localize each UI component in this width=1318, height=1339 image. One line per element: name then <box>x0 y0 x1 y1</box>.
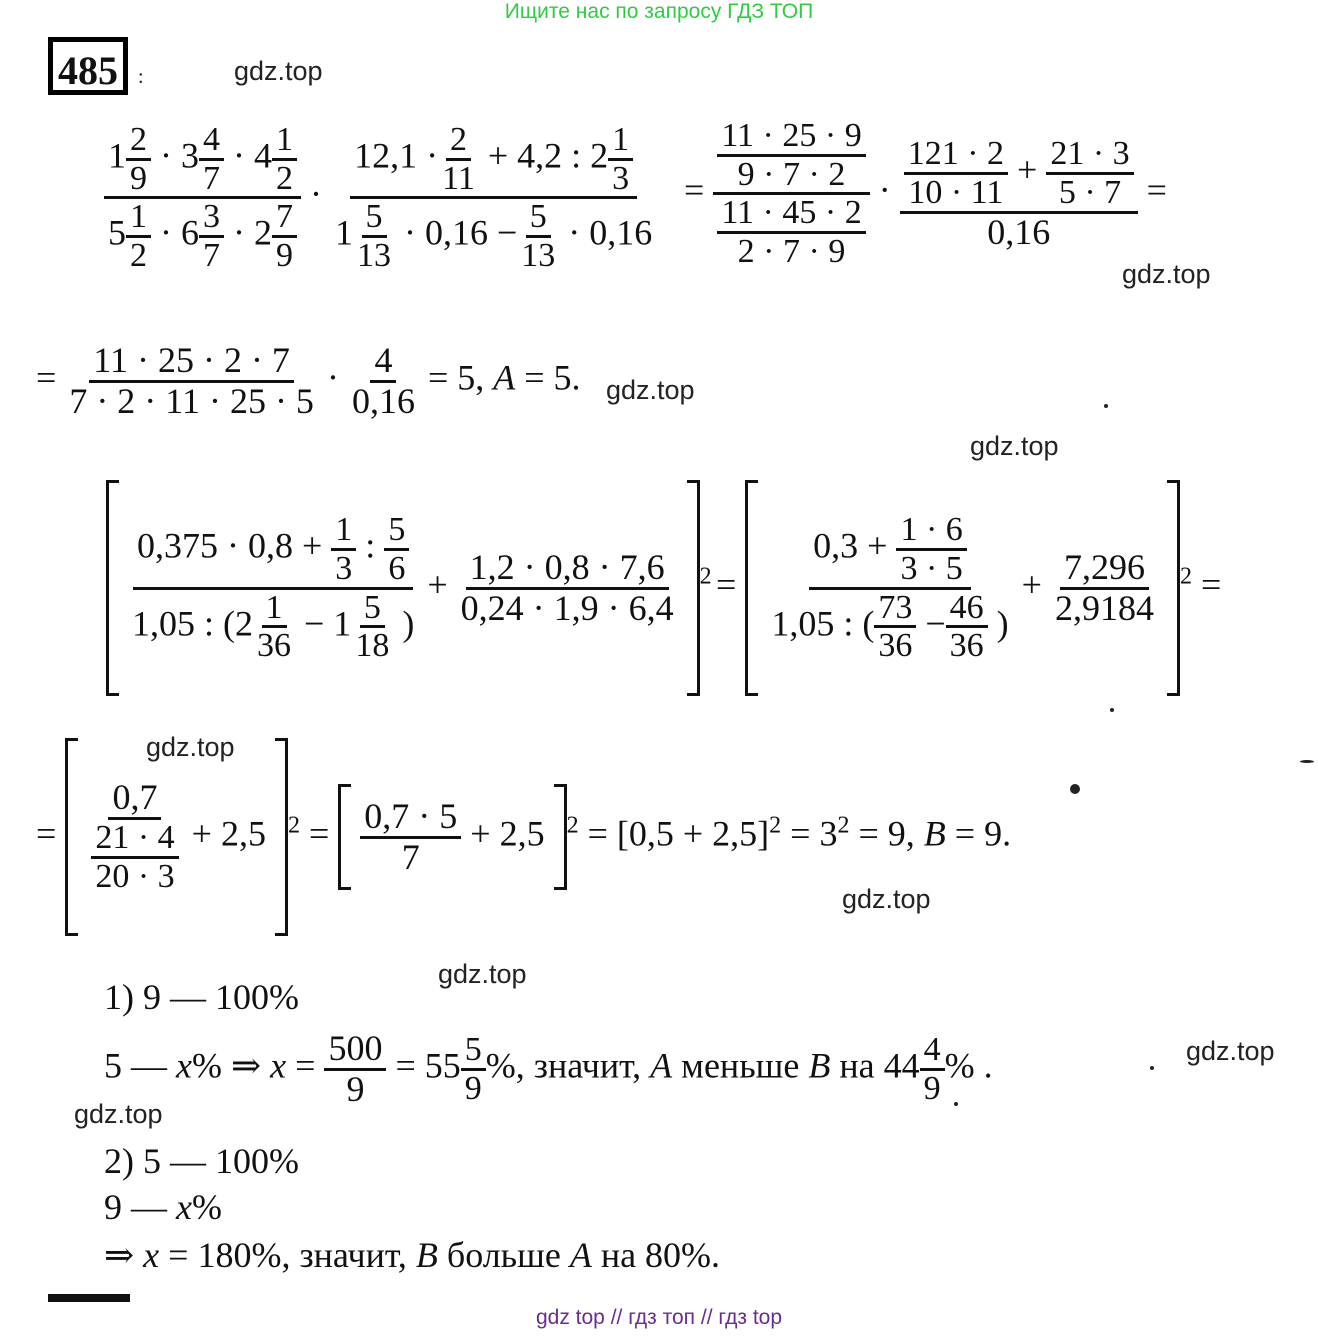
scan-speck <box>1110 708 1114 712</box>
step-2: 2) 5 — 100% <box>104 1141 299 1181</box>
watermark: gdz.top <box>1122 259 1211 289</box>
top-banner[interactable]: Ищите нас по запросу ГДЗ ТОП <box>504 0 814 23</box>
expression-B-part2: = 0,3 + $\frac{1 \cdot 6}{3 \cdot 5}$ 1,05 : ( $\frac{73}{36}$ − $\frac{46}{36}$ ) + $\frac{7,296}{2,9184}$ $^2$ = <box>716 480 1221 696</box>
step-1-result: 5 — x% ⇒ x = $\frac{500}{9}$ = 55 $\frac{5}{9}$ %, значит, A меньше B на 44 $\frac{4}{9}$ % . <box>104 1028 993 1109</box>
scan-speck <box>1104 404 1108 408</box>
colon-mark: : <box>138 66 144 88</box>
watermark: gdz.top <box>74 1099 163 1129</box>
watermark: gdz.top <box>606 375 695 405</box>
expression-A-result: = $\frac{11 \cdot 25 \cdot 2 \cdot 7}{7 \cdot 2 \cdot 11 \cdot 25 \cdot 5}$ · $\frac{4}{0,16}$ = 5, A = 5. <box>36 340 581 421</box>
watermark: gdz.top <box>1186 1036 1275 1066</box>
next-task-marker <box>48 1294 130 1302</box>
step-2-result: ⇒ x = 180%, значит, B больше A на 80%. <box>104 1235 721 1275</box>
task-number: 485 <box>48 37 128 95</box>
expression-A-part1: 1 $\frac{2}{9}$ · 3 $\frac{4}{7}$ · 4 $\frac{1}{2}$ 5 $\frac{1}{2}$ · 6 $\frac{3}{7}$ · 2 $\frac{7}{9}$ · 12,1 · $\frac{2}{11}$ + 4,2 : 2 $\frac{1}{3}$ 1 $\frac{5}{13}$ · 0,16 − $\frac{5}{13}$ · 0,16 <box>104 122 656 274</box>
watermark: gdz.top <box>438 959 527 989</box>
scan-speck <box>954 1102 958 1106</box>
scan-speck <box>1070 784 1080 794</box>
watermark: gdz.top <box>234 56 323 86</box>
step-2-proportion: 9 — x% <box>104 1187 222 1227</box>
expression-B-part1: 0,375 · 0,8 + $\frac{1}{3}$ : $\frac{5}{6}$ 1,05 : (2 $\frac{1}{36}$ − 1 $\frac{5}{18}$ ) + $\frac{1,2 \cdot 0,8 \cdot 7,6}{0,24 \cdot 1,9 \cdot 6,4}$ $^2$ <box>106 480 712 696</box>
watermark: gdz.top <box>970 431 1059 461</box>
expression-A-part2: = $\frac{\frac{11 \cdot 25 \cdot 9}{9 \cdot 7 \cdot 2}}{\frac{11 \cdot 45 \cdot 2}{2 \cdot 7 \cdot 9}}$ · $\frac{121 \cdot 2}{10 \cdot 11}$ + $\frac{21 \cdot 3}{5 \cdot 7}$ 0,16 = <box>684 117 1167 271</box>
scan-speck <box>1150 1066 1154 1070</box>
expression-B-result: = $\frac{0,7}{\frac{21 \cdot 4}{20 \cdot 3}}$ + 2,5 $^2$ = $\frac{0,7 \cdot 5}{7}$ + 2,5 $^2 = [0,5 + 2,5]^2 = 3^2 = 9$, B = 9. <box>36 738 1011 936</box>
bottom-banner[interactable]: gdz top // гдз топ // гдз top <box>535 1306 783 1329</box>
step-1: 1) 9 — 100% <box>104 977 299 1017</box>
watermark: gdz.top <box>146 732 235 762</box>
watermark: gdz.top <box>842 884 931 914</box>
scan-speck <box>1300 760 1314 763</box>
